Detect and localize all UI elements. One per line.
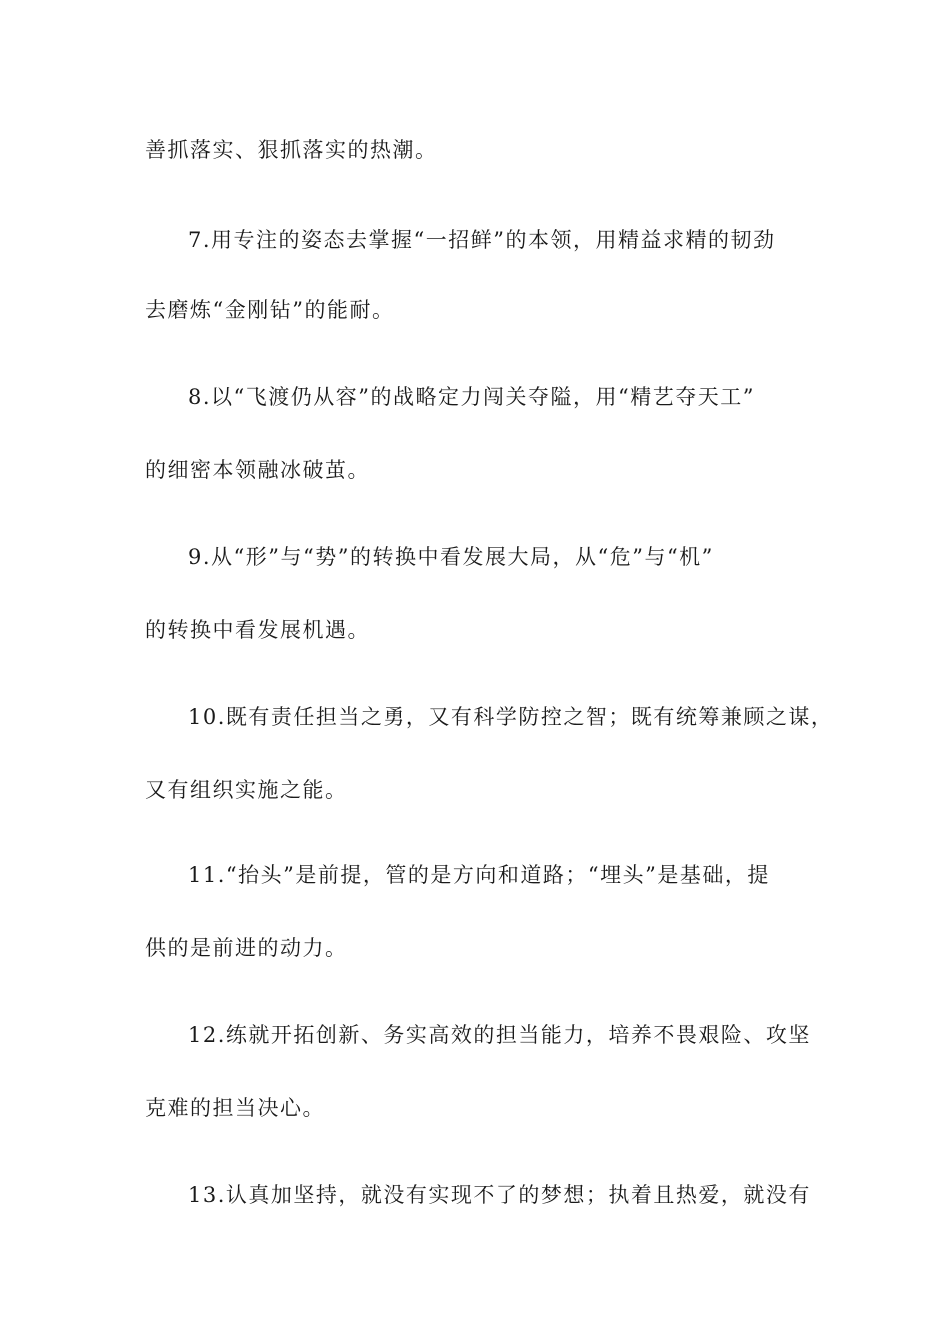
paragraph-line: 又有组织实施之能。 <box>145 778 348 802</box>
paragraph-line: 供的是前进的动力。 <box>145 936 348 960</box>
paragraph-line: 的转换中看发展机遇。 <box>145 618 370 642</box>
paragraph-line: 8.以“飞渡仍从容”的战略定力闯关夺隘，用“精艺夺天工” <box>188 385 755 409</box>
paragraph-line: 善抓落实、狠抓落实的热潮。 <box>145 138 438 162</box>
paragraph-line: 去磨炼“金刚钻”的能耐。 <box>145 298 395 322</box>
paragraph-line: 克难的担当决心。 <box>145 1096 325 1120</box>
paragraph-line: 11.“抬头”是前提，管的是方向和道路；“埋头”是基础，提 <box>188 863 770 887</box>
paragraph-line: 的细密本领融冰破茧。 <box>145 458 370 482</box>
paragraph-line: 13.认真加坚持，就没有实现不了的梦想；执着且热爱，就没有 <box>188 1183 811 1207</box>
paragraph-line: 10.既有责任担当之勇，又有科学防控之智；既有统筹兼顾之谋， <box>188 705 834 729</box>
paragraph-line: 7.用专注的姿态去掌握“一招鲜”的本领，用精益求精的韧劲 <box>188 228 776 252</box>
paragraph-line: 12.练就开拓创新、务实高效的担当能力，培养不畏艰险、攻坚 <box>188 1023 811 1047</box>
paragraph-line: 9.从“形”与“势”的转换中看发展大局，从“危”与“机” <box>188 545 714 569</box>
